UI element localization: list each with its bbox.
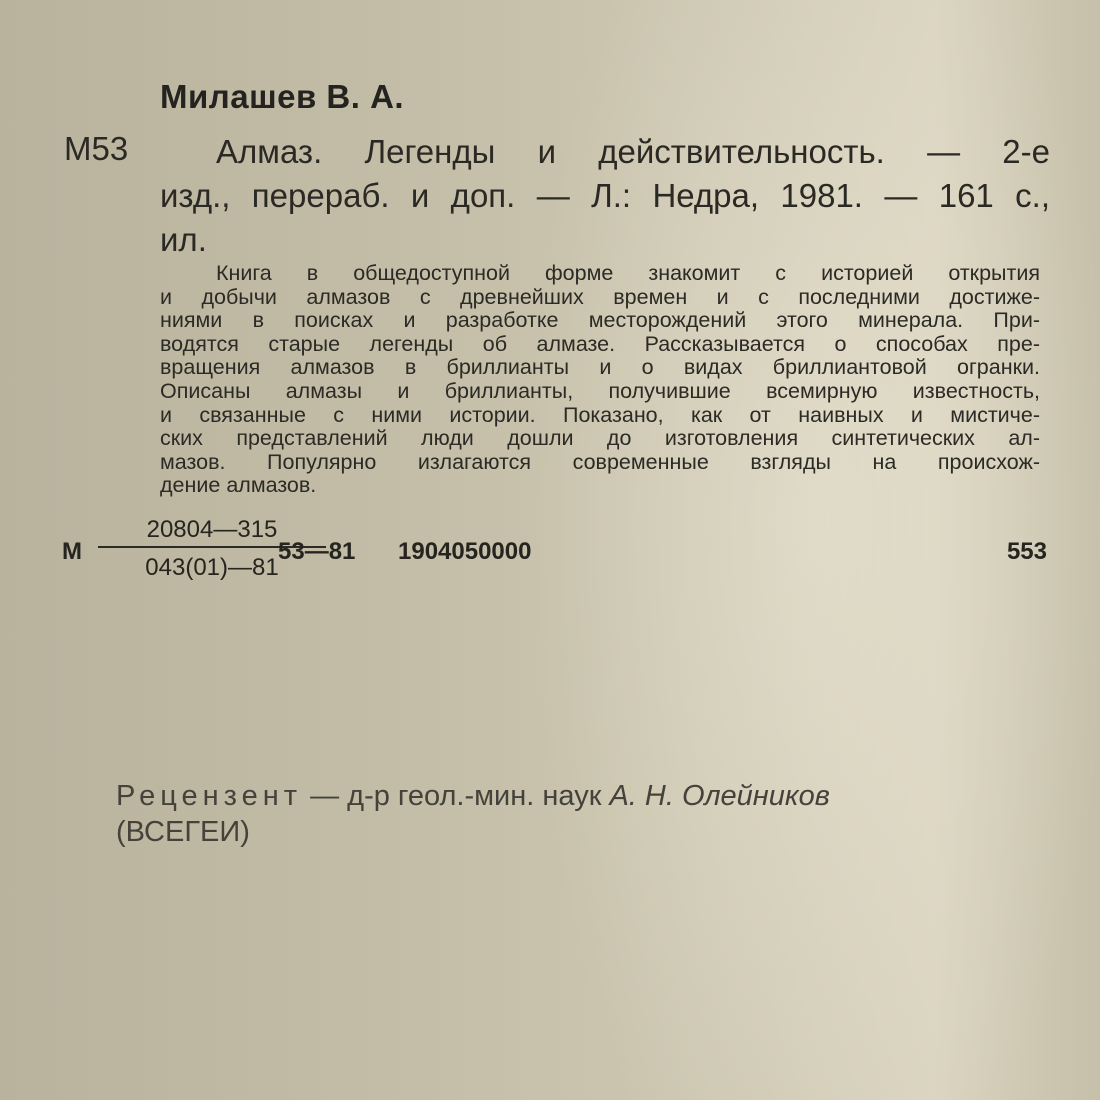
publisher-code: 53—81 [278,538,356,565]
annotation-line: Книга в общедоступной форме знакомит с историей открытия [216,261,1040,285]
annotation-line: ских представлений люди дошли до изготовления синтетических ал- [160,426,1040,451]
bibliographic-line: ил. [160,221,207,258]
bibliographic-line: изд., перераб. и доп. — Л.: Недра, 1981. — 161 с., [160,177,1050,214]
annotation-line: дение алмазов. [160,473,317,498]
catalog-codes [62,516,1047,586]
reviewer-credit [116,778,830,850]
library-class-code: М53 [64,130,129,167]
isbn-code: 1904050000 [398,538,532,565]
reviewer-role: Рецензент [116,780,303,812]
annotation-line: водятся старые легенды об алмазе. Рассказывается о способах пре- [160,331,1040,356]
reviewer-name: А. Н. Олейников [609,780,830,812]
annotation-line: и связанные с ними истории. Показано, как от наивных и мистиче- [160,402,1040,427]
annotation-line: ниями в поисках и разработке месторождений этого минерала. При- [160,308,1040,333]
book-annotation [160,262,1040,498]
bibliographic-line: Алмаз. Легенды и действительность. — 2-е [216,133,1050,170]
annotation-line: Описаны алмазы и бриллианты, получившие всемирную известность, [160,378,1040,403]
reviewer-line [116,778,830,814]
annotation-line: вращения алмазов в бриллианты и о видах бриллиантовой огранки. [160,355,1040,380]
catalog-denominator: 043(01)—81 [145,554,279,581]
bibliographic-entry [160,130,1050,262]
udc-code: 553 [1006,538,1047,565]
reviewer-institution: (ВСЕГЕИ) [116,816,250,848]
annotation-line: и добычи алмазов с древнейших времен и с последними достиже- [160,284,1040,309]
catalog-letter: М [62,538,82,565]
author-name: Милашев В. А. [160,78,405,115]
reviewer-degree: д-р геол.-мин. наук [347,780,610,812]
annotation-line: мазов. Популярно излагаются современные взгляды на происхож- [160,449,1040,474]
catalog-numerator: 20804—315 [146,516,278,543]
reviewer-dash: — [302,780,348,812]
